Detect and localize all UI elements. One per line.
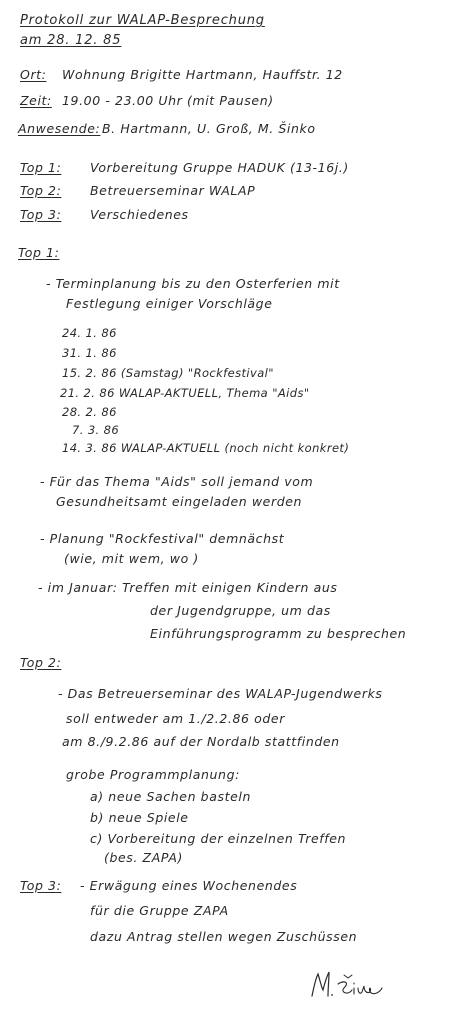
program-item: a) neue Sachen basteln xyxy=(90,789,251,804)
anwesende-label: Anwesende: xyxy=(18,121,101,136)
agenda-text-2: Betreuerseminar WALAP xyxy=(90,183,256,198)
agenda-label-3: Top 3: xyxy=(20,207,62,222)
date-item: 28. 2. 86 xyxy=(62,405,117,419)
date-item: 15. 2. 86 (Samstag) "Rockfestival" xyxy=(62,366,274,380)
top1-point4-line2: der Jugendgruppe, um das xyxy=(150,603,331,618)
protocol-title: Protokoll zur WALAP-Besprechung xyxy=(20,13,265,28)
agenda-label-2: Top 2: xyxy=(20,183,62,198)
date-item: 21. 2. 86 WALAP-AKTUELL, Thema "Aids" xyxy=(60,386,310,400)
date-item: 31. 1. 86 xyxy=(62,346,117,360)
agenda-label-1: Top 1: xyxy=(20,160,62,175)
top2-line2: soll entweder am 1./2.2.86 oder xyxy=(66,711,285,726)
top1-point1-line1: - Terminplanung bis zu den Osterferien mit xyxy=(46,276,340,291)
protocol-date: am 28. 12. 85 xyxy=(20,33,122,48)
top1-point2-line1: - Für das Thema "Aids" soll jemand vom xyxy=(40,474,314,489)
top3-line2: für die Gruppe ZAPA xyxy=(90,903,229,918)
ort-label: Ort: xyxy=(20,67,47,82)
ort-value: Wohnung Brigitte Hartmann, Hauffstr. 12 xyxy=(62,67,343,82)
top3-line3: dazu Antrag stellen wegen Zuschüssen xyxy=(90,929,358,944)
agenda-text-1: Vorbereitung Gruppe HADUK (13-16j.) xyxy=(90,160,349,175)
top1-point4-line1: - im Januar: Treffen mit einigen Kindern aus xyxy=(38,580,338,595)
top3-line1: - Erwägung eines Wochenendes xyxy=(80,878,298,893)
date-item: 24. 1. 86 xyxy=(62,326,117,340)
date-item: 14. 3. 86 WALAP-AKTUELL (noch nicht konkret) xyxy=(62,441,350,455)
top1-point2-line2: Gesundheitsamt eingeladen werden xyxy=(56,494,303,509)
top2-line1: - Das Betreuerseminar des WALAP-Jugendwerks xyxy=(58,686,383,701)
zeit-value: 19.00 - 23.00 Uhr (mit Pausen) xyxy=(62,93,274,108)
program-item: c) Vorbereitung der einzelnen Treffen xyxy=(90,831,347,846)
top1-point3-line2: (wie, mit wem, wo ) xyxy=(64,551,199,566)
top2-heading: Top 2: xyxy=(20,655,62,670)
zeit-label: Zeit: xyxy=(20,93,52,108)
program-item: b) neue Spiele xyxy=(90,810,189,825)
top3-heading: Top 3: xyxy=(20,878,62,893)
agenda-text-3: Verschiedenes xyxy=(90,207,189,222)
top2-line3: am 8./9.2.86 auf der Nordalb stattfinden xyxy=(62,734,340,749)
top1-heading: Top 1: xyxy=(18,245,60,260)
top1-point3-line1: - Planung "Rockfestival" demnächst xyxy=(40,531,285,546)
program-item-cont: (bes. ZAPA) xyxy=(104,850,184,865)
date-item: 7. 3. 86 xyxy=(72,423,120,437)
anwesende-value: B. Hartmann, U. Groß, M. Šinko xyxy=(102,121,316,136)
top2-grob: grobe Programmplanung: xyxy=(66,767,240,782)
top1-point1-line2: Festlegung einiger Vorschläge xyxy=(66,296,273,311)
top1-point4-line3: Einführungsprogramm zu besprechen xyxy=(150,626,407,641)
signature xyxy=(308,966,388,1004)
